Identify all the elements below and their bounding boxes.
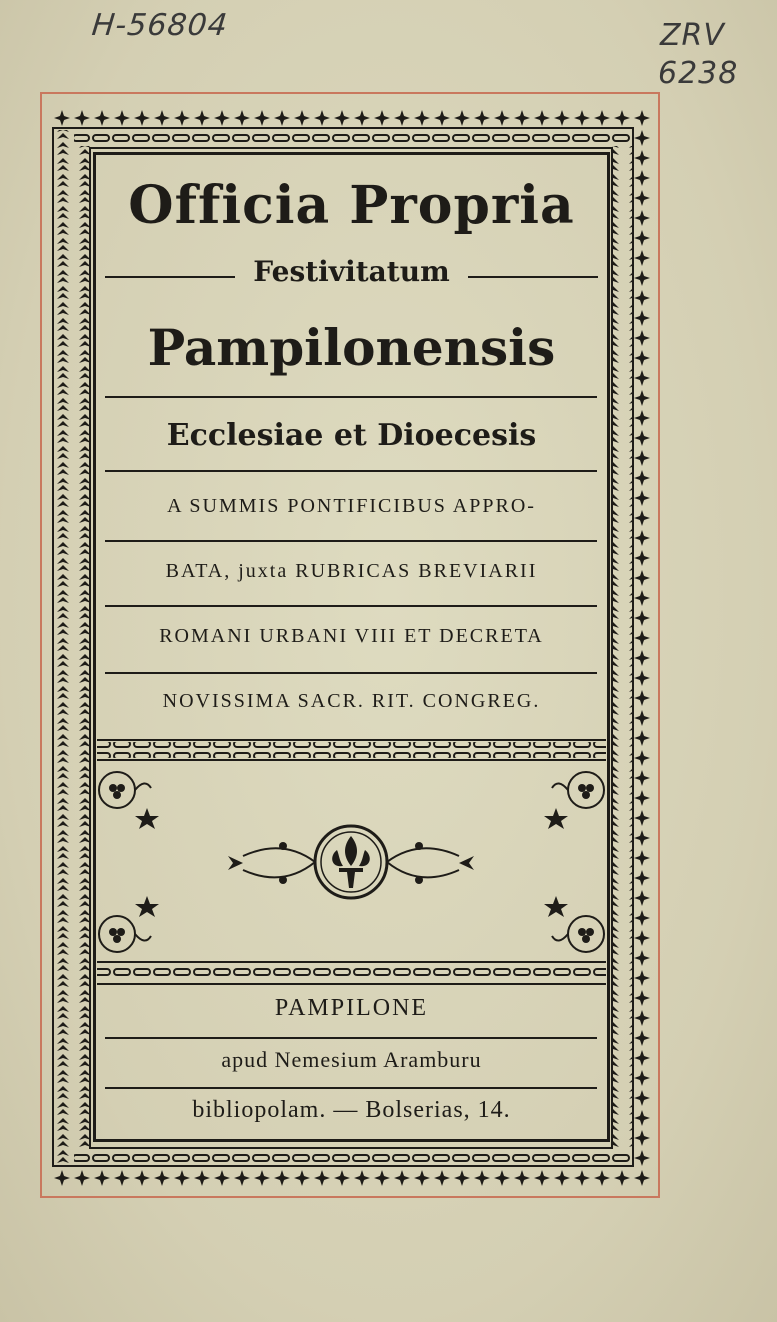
imprint-city: PAMPILONE: [274, 995, 429, 1021]
approval-line-4: NOVISSIMA SACR. RIT. CONGREG.: [162, 690, 541, 712]
fleur-de-lis-icon: [228, 826, 474, 898]
divider: [105, 605, 597, 607]
imprint-address: bibliopolam. — Bolserias, 14.: [192, 1097, 511, 1123]
approval-line-3: ROMANI URBANI VIII ET DECRETA: [159, 625, 544, 647]
title-pampilonensis: Pampilonensis: [147, 318, 556, 377]
divider: [105, 1087, 597, 1089]
title-ecclesiae: Ecclesiae et Dioecesis: [166, 418, 537, 453]
title-festivitatum: Festivitatum: [253, 255, 450, 288]
catalog-code-bottom: 6238: [658, 56, 739, 91]
divider: [105, 470, 597, 472]
divider: [105, 540, 597, 542]
catalog-code-top: ZRV: [660, 18, 725, 53]
title-officia-propria: Officia Propria: [128, 175, 575, 236]
divider: [105, 1037, 597, 1039]
ornament-panel: [93, 738, 610, 988]
shelfmark: H-56804: [90, 8, 230, 43]
imprint-printer: apud Nemesium Aramburu: [221, 1047, 482, 1072]
divider: [105, 396, 597, 398]
divider: [105, 672, 597, 674]
approval-line-2: BATA, juxta RUBRICAS BREVIARII: [165, 560, 538, 582]
approval-line-1: A SUMMIS PONTIFICIBUS APPRO-: [167, 495, 536, 517]
title-rule-right: [468, 276, 598, 278]
